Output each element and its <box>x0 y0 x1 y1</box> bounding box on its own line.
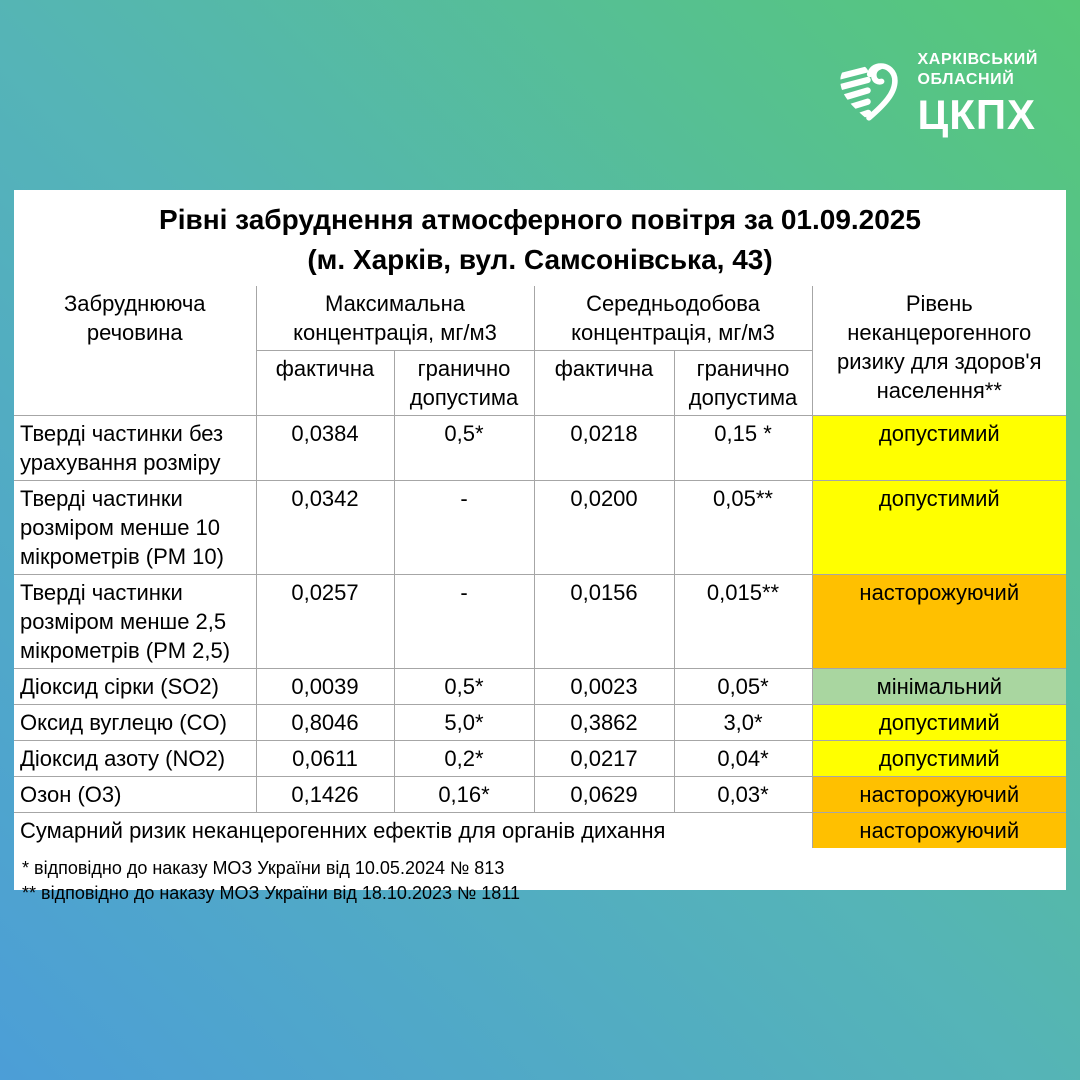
footnote-2: ** відповідно до наказу МОЗ України від 18.10.2023 № 1811 <box>22 883 521 903</box>
daily-actual-cell: 0,0629 <box>534 777 674 813</box>
pollutant-name-cell: Тверді частинки без урахування розміру <box>14 416 256 481</box>
pollutant-name-cell: Діоксид азоту (NO2) <box>14 741 256 777</box>
summary-risk-cell: насторожуючий <box>812 813 1066 849</box>
table-row <box>14 575 1066 669</box>
pollutant-name-cell: Озон (O3) <box>14 777 256 813</box>
col-header-risk-level: Рівень неканцерогенного ризику для здоров'я населення** <box>812 286 1066 416</box>
col-subheader-daily-actual: фактична <box>534 351 674 416</box>
risk-level-cell: допустимий <box>812 741 1066 777</box>
col-subheader-daily-limit: гранично допустима <box>674 351 812 416</box>
risk-level-cell: насторожуючий <box>812 777 1066 813</box>
max-limit-cell: 0,5* <box>394 669 534 705</box>
daily-actual-cell: 0,0217 <box>534 741 674 777</box>
footnote-1: * відповідно до наказу МОЗ України від 10.05.2024 № 813 <box>22 858 505 878</box>
table-row <box>14 416 1066 481</box>
max-limit-cell: 5,0* <box>394 705 534 741</box>
col-header-pollutant: Забруднююча речовина <box>14 286 256 416</box>
pollutant-name-cell: Оксид вуглецю (CO) <box>14 705 256 741</box>
org-name <box>918 50 1038 138</box>
org-logo <box>834 50 1038 138</box>
summary-row <box>14 813 1066 849</box>
max-actual-cell: 0,8046 <box>256 705 394 741</box>
daily-limit-cell: 0,05** <box>674 481 812 575</box>
daily-limit-cell: 0,015** <box>674 575 812 669</box>
table-row <box>14 777 1066 813</box>
pollutant-name-cell: Тверді частинки розміром менше 10 мікрометрів (PM 10) <box>14 481 256 575</box>
summary-table-body <box>14 813 1066 849</box>
table-row <box>14 669 1066 705</box>
report-panel <box>14 190 1066 903</box>
pollutant-name-cell: Тверді частинки розміром менше 2,5 мікрометрів (PM 2,5) <box>14 575 256 669</box>
risk-level-cell: допустимий <box>812 481 1066 575</box>
daily-actual-cell: 0,0200 <box>534 481 674 575</box>
max-limit-cell: 0,2* <box>394 741 534 777</box>
table-row <box>14 741 1066 777</box>
report-title-line2: (м. Харків, вул. Самсонівська, 43) <box>307 244 773 275</box>
table-row <box>14 705 1066 741</box>
col-header-max-concentration: Максимальна концентрація, мг/м3 <box>256 286 534 351</box>
max-limit-cell: - <box>394 575 534 669</box>
max-limit-cell: - <box>394 481 534 575</box>
col-header-daily-concentration: Середньодобова концентрація, мг/м3 <box>534 286 812 351</box>
report-title <box>14 198 1066 286</box>
table-header-row-1 <box>14 286 1066 351</box>
daily-limit-cell: 0,15 * <box>674 416 812 481</box>
table-row <box>14 481 1066 575</box>
max-actual-cell: 0,0257 <box>256 575 394 669</box>
summary-label: Сумарний ризик неканцерогенних ефектів для органів дихання <box>14 813 812 849</box>
heart-logo-icon <box>834 53 904 135</box>
max-actual-cell: 0,0384 <box>256 416 394 481</box>
max-actual-cell: 0,0039 <box>256 669 394 705</box>
col-subheader-max-limit: гранично допустима <box>394 351 534 416</box>
max-limit-cell: 0,16* <box>394 777 534 813</box>
daily-limit-cell: 3,0* <box>674 705 812 741</box>
daily-actual-cell: 0,0156 <box>534 575 674 669</box>
daily-limit-cell: 0,04* <box>674 741 812 777</box>
col-subheader-max-actual: фактична <box>256 351 394 416</box>
pollutant-table-body <box>14 416 1066 813</box>
max-actual-cell: 0,1426 <box>256 777 394 813</box>
daily-limit-cell: 0,05* <box>674 669 812 705</box>
daily-actual-cell: 0,0023 <box>534 669 674 705</box>
org-name-line1: ХАРКІВСЬКИЙ <box>917 51 1038 68</box>
daily-actual-cell: 0,3862 <box>534 705 674 741</box>
pollution-table <box>14 286 1066 848</box>
max-actual-cell: 0,0342 <box>256 481 394 575</box>
org-name-line2: ОБЛАСНИЙ <box>917 71 1015 88</box>
pollutant-name-cell: Діоксид сірки (SO2) <box>14 669 256 705</box>
max-limit-cell: 0,5* <box>394 416 534 481</box>
risk-level-cell: допустимий <box>812 416 1066 481</box>
risk-level-cell: насторожуючий <box>812 575 1066 669</box>
daily-actual-cell: 0,0218 <box>534 416 674 481</box>
footnotes <box>14 848 1066 906</box>
risk-level-cell: мінімальний <box>812 669 1066 705</box>
risk-level-cell: допустимий <box>812 705 1066 741</box>
org-abbreviation: ЦКПХ <box>917 91 1037 138</box>
max-actual-cell: 0,0611 <box>256 741 394 777</box>
daily-limit-cell: 0,03* <box>674 777 812 813</box>
report-title-line1: Рівні забруднення атмосферного повітря за 01.09.2025 <box>159 204 921 235</box>
